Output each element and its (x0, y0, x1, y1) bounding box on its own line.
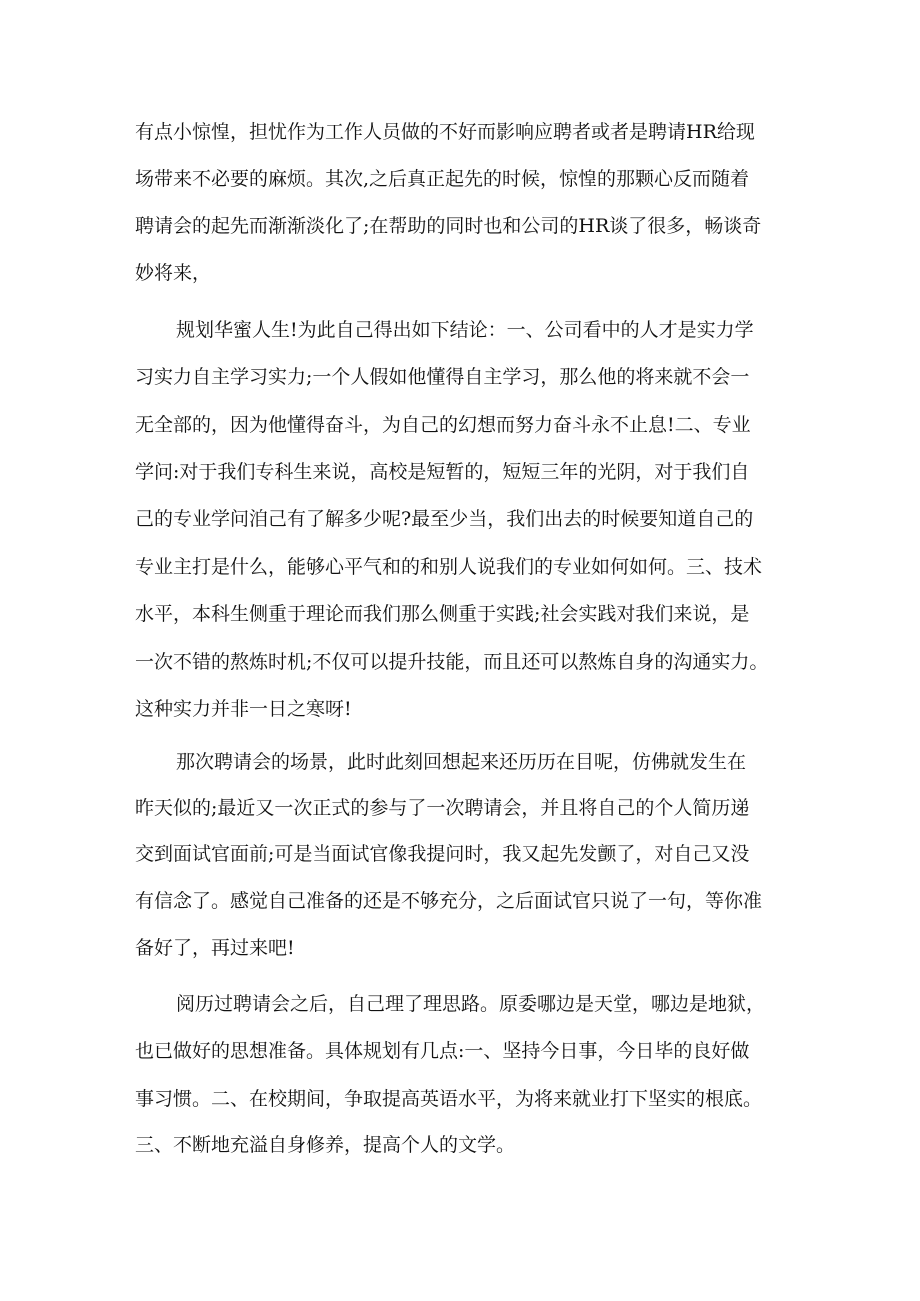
text-line: 场带来不必要的麻烦。其次,之后真正起先的时候，惊惶的那颗心反而随着 (135, 168, 750, 190)
text-line: 三、不断地充溢自身修养，提高个人的文学。 (135, 1134, 516, 1156)
text-line: 规划华蜜人生!为此自己得出如下结论：一、公司看中的人才是实力学 (176, 319, 754, 341)
text-line: 己的专业学问洎己有了解多少呢?最至少当，我们出去的时候要知道自己的 (135, 508, 754, 530)
text-line: 有点小惊惶，担忧作为工作人员做的不好而影响应聘者或者是聘请HR给现 (135, 121, 755, 143)
text-line: 水平，本科生侧重于理论而我们那么侧重于实践;社会实践对我们来说，是 (135, 603, 750, 625)
text-line: 专业主打是什么，能够心平气和的和别人说我们的专业如何如何。三、技术 (135, 556, 763, 578)
text-line: 一次不错的熬炼时机;不仅可以提升技能，而且还可以熬炼自身的沟通实力。 (135, 651, 769, 673)
text-line: 聘请会的起先而渐渐淡化了;在帮助的同时也和公司的HR谈了很多，畅谈奇 (135, 215, 762, 237)
text-line: 交到面试官面前;可是当面试官像我提问时，我又起先发颤了，对自己又没 (135, 843, 750, 865)
text-line: 这种实力并非一日之寒呀! (135, 698, 352, 720)
text-line: 事习惯。二、在校期间，争取提高英语水平，为将来就业打下坚实的根底。 (135, 1088, 763, 1110)
text-line: 阅历过聘请会之后，自己理了理思路。原委哪边是天堂，哪边是地狱， (176, 993, 766, 1015)
text-line: 有信念了。感觉自己准备的还是不够充分，之后面试官只说了一句，等你准 (135, 890, 763, 912)
text-line: 无全部的，因为他懂得奋斗，为自己的幻想而努力奋斗永不止息!二、专业 (135, 414, 751, 436)
text-line: 那次聘请会的场景，此时此刻回想起来还历历在目呢，仿佛就发生在 (176, 751, 747, 773)
text-line: 也已做好的思想准备。具体规划有几点:一、坚持今日事，今日毕的良好做 (135, 1040, 750, 1062)
text-line: 习实力自主学习实力;一个人假如他懂得自主学习，那么他的将来就不会一 (135, 366, 750, 388)
text-line: 妙将来， (135, 262, 212, 284)
text-line: 学问:对于我们专科生来说，高校是短暂的，短短三年的光阴，对于我们自 (135, 461, 750, 483)
text-line: 昨天似的;最近又一次正式的参与了一次聘请会，并且将自己的个人简历递 (135, 797, 750, 819)
text-line: 备好了，再过来吧! (135, 937, 295, 959)
